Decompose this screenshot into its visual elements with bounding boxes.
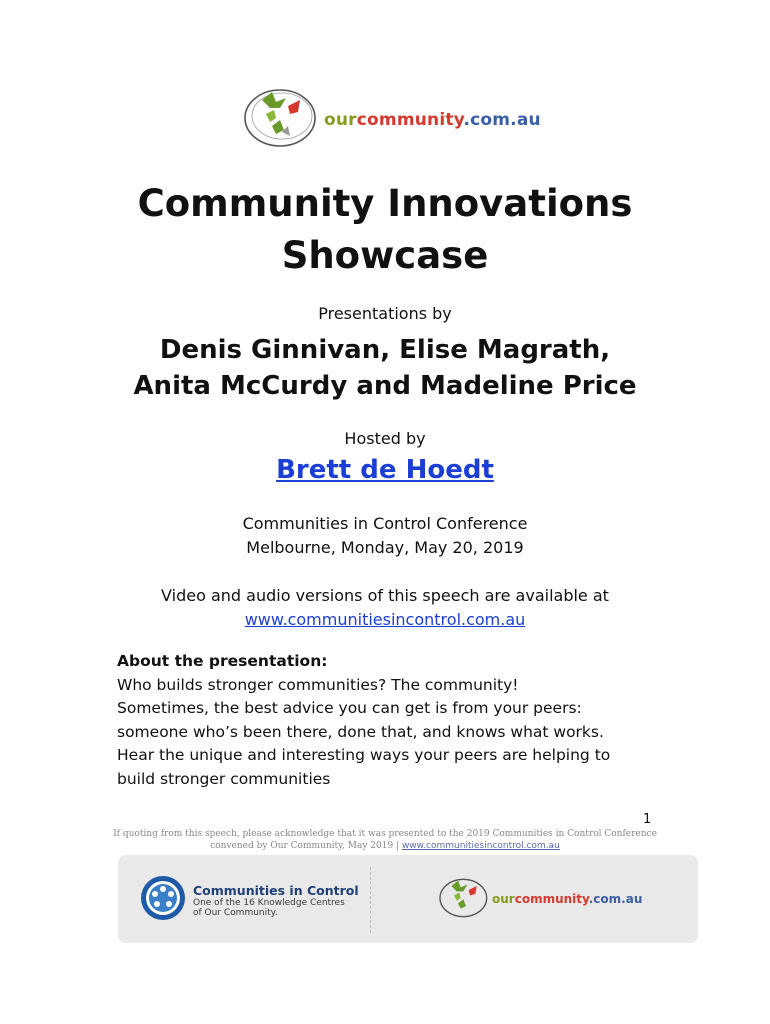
conference-name: Communities in Control Conference — [242, 514, 528, 533]
brand-community: community — [356, 110, 464, 130]
presenters — [0, 332, 770, 404]
video-text: Video and audio versions of this speech are available at — [161, 586, 609, 605]
cic-subtitle-line-1: One of the 16 Knowledge Centres — [193, 898, 345, 908]
about-line: someone who’s been there, done that, and knows what works. — [117, 722, 604, 741]
credit-website-link[interactable]: www.communitiesincontrol.com.au — [401, 841, 560, 851]
about-line: build stronger communities — [117, 769, 331, 788]
conference-date: Melbourne, Monday, May 20, 2019 — [246, 538, 524, 557]
conference-info — [0, 512, 770, 560]
credit-note — [0, 828, 770, 852]
brand-wordmark — [324, 110, 541, 130]
credit-line-2-text: convened by Our Community, May 2019 | — [210, 841, 402, 851]
footer-brand-our: our — [492, 892, 515, 906]
title-line-2: Showcase — [281, 234, 489, 277]
credit-line-1: If quoting from this speech, please acknowledge that it was presented to the 2019 Communities in Control Conference — [113, 829, 657, 839]
cic-subtitle — [193, 898, 345, 918]
footer-brand-wordmark — [492, 892, 642, 906]
hosted-by-label: Hosted by — [344, 429, 426, 448]
presentations-by-label: Presentations by — [318, 304, 452, 323]
brand-our: our — [324, 110, 357, 130]
footer-brand-community: community — [514, 892, 589, 906]
about-line: Hear the unique and interesting ways your peers are helping to — [117, 746, 611, 764]
ourcommunity-emblem-icon — [242, 86, 320, 150]
presenters-line-1: Denis Ginnivan, Elise Magrath, — [159, 335, 611, 365]
about-line: Who builds stronger communities? The community! — [117, 675, 519, 694]
website-link[interactable]: www.communitiesincontrol.com.au — [244, 610, 526, 629]
video-availability — [0, 584, 770, 632]
title-line-1: Community Innovations — [137, 182, 633, 225]
about-section — [117, 650, 677, 791]
page-number: 1 — [643, 812, 652, 827]
ourcommunity-emblem-small-icon — [438, 875, 490, 921]
host — [0, 455, 770, 485]
ourcommunity-logo — [242, 86, 542, 156]
cic-title: Communities in Control — [193, 883, 359, 898]
footer-brand-domain: .com.au — [588, 892, 643, 906]
communities-in-control-logo-icon — [140, 875, 186, 921]
presenters-line-2: Anita McCurdy and Madeline Price — [133, 371, 637, 401]
footer-banner — [118, 855, 698, 943]
brand-domain: .com.au — [463, 110, 541, 130]
host-name-link[interactable]: Brett de Hoedt — [276, 455, 494, 485]
footer-divider — [370, 867, 371, 933]
credit-line-2 — [0, 840, 770, 852]
cic-subtitle-line-2: of Our Community. — [193, 908, 278, 918]
about-heading: About the presentation: — [117, 652, 328, 670]
about-line: Sometimes, the best advice you can get is from your peers: — [117, 699, 582, 717]
page-title — [0, 178, 770, 282]
